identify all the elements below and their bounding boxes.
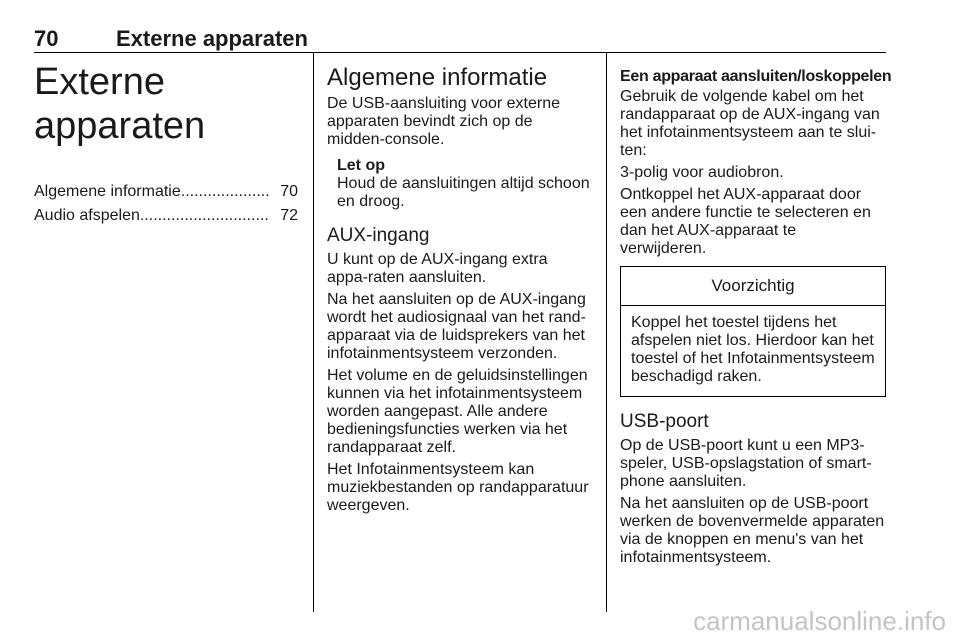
page-header [34,26,886,52]
toc-entry-page: 70 [280,183,298,200]
note-text: Houd de aansluitingen altijd schoon en droog. [337,175,590,210]
toc-entry-label: Audio afspelen [34,207,140,224]
aux-paragraph: Het volume en de geluidsinstellingen kunnen via het infotainmentsysteem worden aangepast. Alle andere bedieningsfuncties werken via het randapparaat zelf. [327,367,588,456]
toc-entry-leader: .................... [180,183,270,200]
caution-title: Voorzichtig [621,267,885,306]
chapter-title: Externe apparaten [34,61,206,147]
connect-heading: Een apparaat aansluiten/loskoppelen [620,68,892,85]
usb-paragraph: Na het aansluiten op de USB-poort werken de bovenvermelde apparaten via de knoppen en menu's van het infotainmentsysteem. [620,495,885,566]
connect-paragraph: Ontkoppel het AUX-apparaat door een andere functie te selecteren en dan het AUX-apparaat te verwijderen. [620,186,871,257]
watermark: carmanualsonline.info [693,606,946,636]
caution-box [620,266,886,397]
toc-entry-leader: ............................. [139,207,269,224]
note-label: Let op [337,157,385,174]
section-title-usb-poort: USB-poort [620,411,709,432]
note-block [337,157,591,211]
usb-paragraph: Op de USB-poort kunt u een MP3-speler, USB-opslagstation of smart-phone aansluiten. [620,437,872,490]
column-divider-2 [606,52,607,612]
running-title: Externe apparaten [116,26,308,51]
column-2 [327,52,591,519]
column-3 [620,52,892,571]
caution-text: Koppel het toestel tijdens het afspelen niet los. Hierdoor kan het toestel of het Infotainmentsysteem beschadigd raken. [631,314,875,385]
toc-entry-algemene-informatie[interactable] [34,182,298,202]
column-divider-1 [313,52,314,612]
intro-paragraph: De USB-aansluiting voor externe apparaten bevindt zich op de midden-console. [327,95,561,148]
connect-paragraph: Gebruik de volgende kabel om het randapparaat op de AUX-ingang van het infotainmentsysteem aan te slui-ten: [620,88,880,159]
aux-paragraph: Het Infotainmentsysteem kan muziekbestanden op randapparatuur weergeven. [327,461,589,514]
column-1 [34,52,298,230]
toc-entry-label: Algemene informatie [34,183,181,200]
aux-paragraph: Na het aansluiten op de AUX-ingang wordt het audiosignaal van het rand-apparaat via de luidsprekers van het infotainmentsysteem verzonden. [327,291,586,362]
toc-entry-audio-afspelen[interactable] [34,206,298,226]
section-title-aux-ingang: AUX-ingang [327,225,430,246]
connect-paragraph: 3-polig voor audiobron. [620,164,784,181]
page-number: 70 [34,26,59,51]
section-title-algemene-informatie: Algemene informatie [327,64,548,91]
aux-paragraph: U kunt op de AUX-ingang extra appa-raten aansluiten. [327,251,548,286]
toc-entry-page: 72 [280,207,298,224]
